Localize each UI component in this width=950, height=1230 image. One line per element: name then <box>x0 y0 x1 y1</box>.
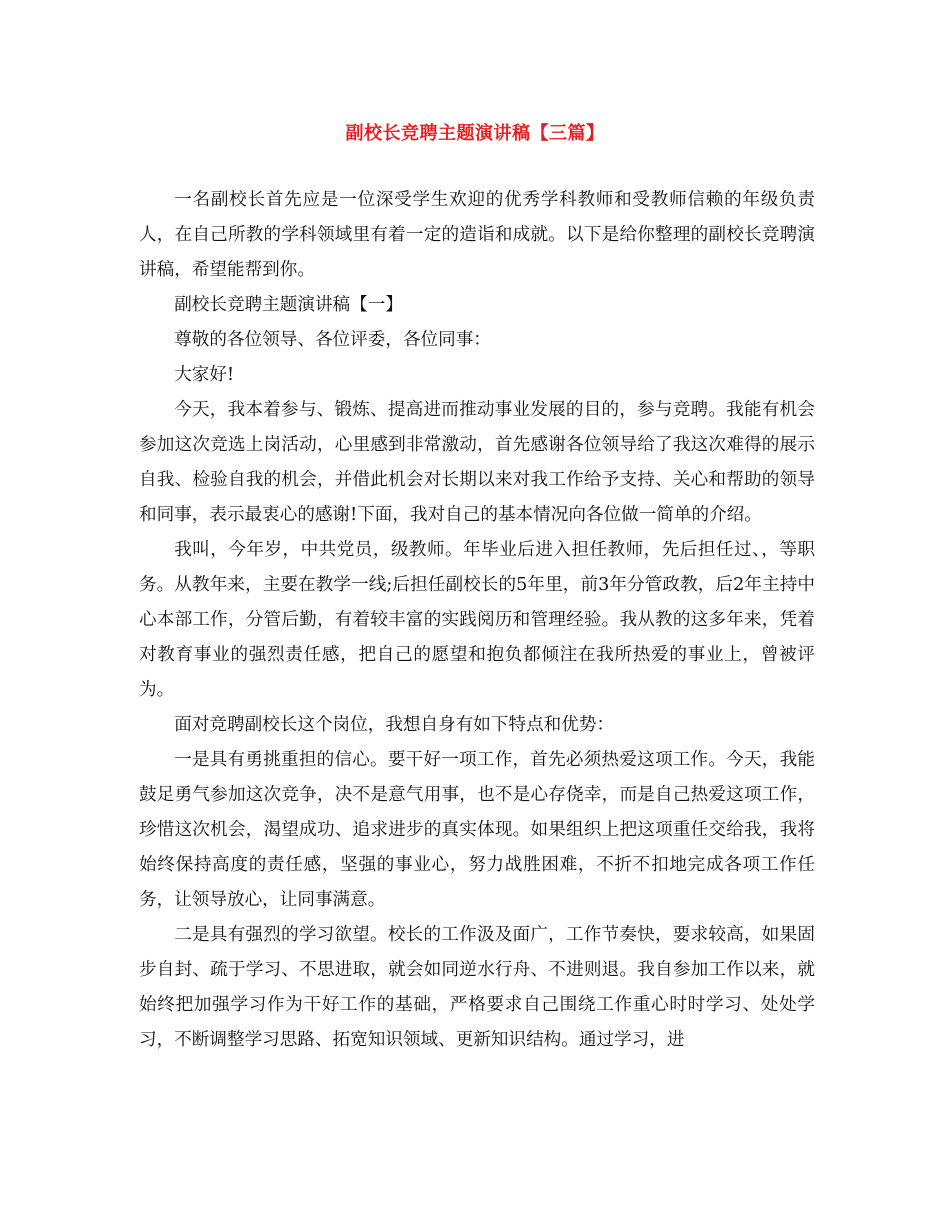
paragraph-salutation: 尊敬的各位领导、各位评委，各位同事： <box>174 330 491 350</box>
paragraph-strengths-lead: 面对竞聘副校长这个岗位，我想自身有如下特点和优势： <box>174 715 615 735</box>
paragraph-strength-one: 一是具有勇挑重担的信心。要干好一项工作，首先必须热爱这项工作。今天，我能鼓足勇气参加这次竞争，决不是意气用事，也不是心存侥幸，而是自己热爱这项工作，珍惜这次机会，渴望成功、追求进步的真实体现。如果组织上把这项重任交给我，我将始终保持高度的责任感，坚强的事业心，努力战胜困难，不折不扣地完成各项工作任务，让领导放心，让同事满意。 <box>139 750 815 910</box>
document-title: 副校长竞聘主题演讲稿【三篇】 <box>345 123 605 144</box>
paragraph-self-intro: 我叫，今年岁，中共党员，级教师。年毕业后进入担任教师，先后担任过、，等职务。从教年来，主要在教学一线;后担任副校长的5年里，前3年分管政教，后2年主持中心本部工作，分管后勤，有着较丰富的实践阅历和管理经验。我从教的这多年来，凭着对教育事业的强烈责任感，把自己的愿望和抱负都倾注在我所热爱的事业上，曾被评为。 <box>139 540 815 700</box>
paragraph-section-heading: 副校长竞聘主题演讲稿【一】 <box>174 295 403 315</box>
paragraph-strength-two: 二是具有强烈的学习欲望。校长的工作汲及面广，工作节奏快，要求较高，如果固步自封、疏于学习、不思进取，就会如同逆水行舟、不进则退。我自参加工作以来，就始终把加强学习作为干好工作的基础，严格要求自己围绕工作重心时时学习、处处学习，不断调整学习思路、拓宽知识领域、更新知识结构。通过学习，进 <box>139 925 815 1050</box>
paragraph-greeting: 大家好! <box>174 365 235 385</box>
document-body <box>139 183 815 1058</box>
paragraph-purpose: 今天，我本着参与、锻炼、提高进而推动事业发展的目的，参与竞聘。我能有机会参加这次竞选上岗活动，心里感到非常激动，首先感谢各位领导给了我这次难得的展示自我、检验自我的机会，并借此机会对长期以来对我工作给予支持、关心和帮助的领导和同事，表示最衷心的感谢!下面，我对自己的基本情况向各位做一简单的介绍。 <box>139 400 815 525</box>
paragraph-intro: 一名副校长首先应是一位深受学生欢迎的优秀学科教师和受教师信赖的年级负责人，在自己所教的学科领域里有着一定的造诣和成就。以下是给你整理的副校长竞聘演讲稿，希望能帮到你。 <box>139 190 815 280</box>
